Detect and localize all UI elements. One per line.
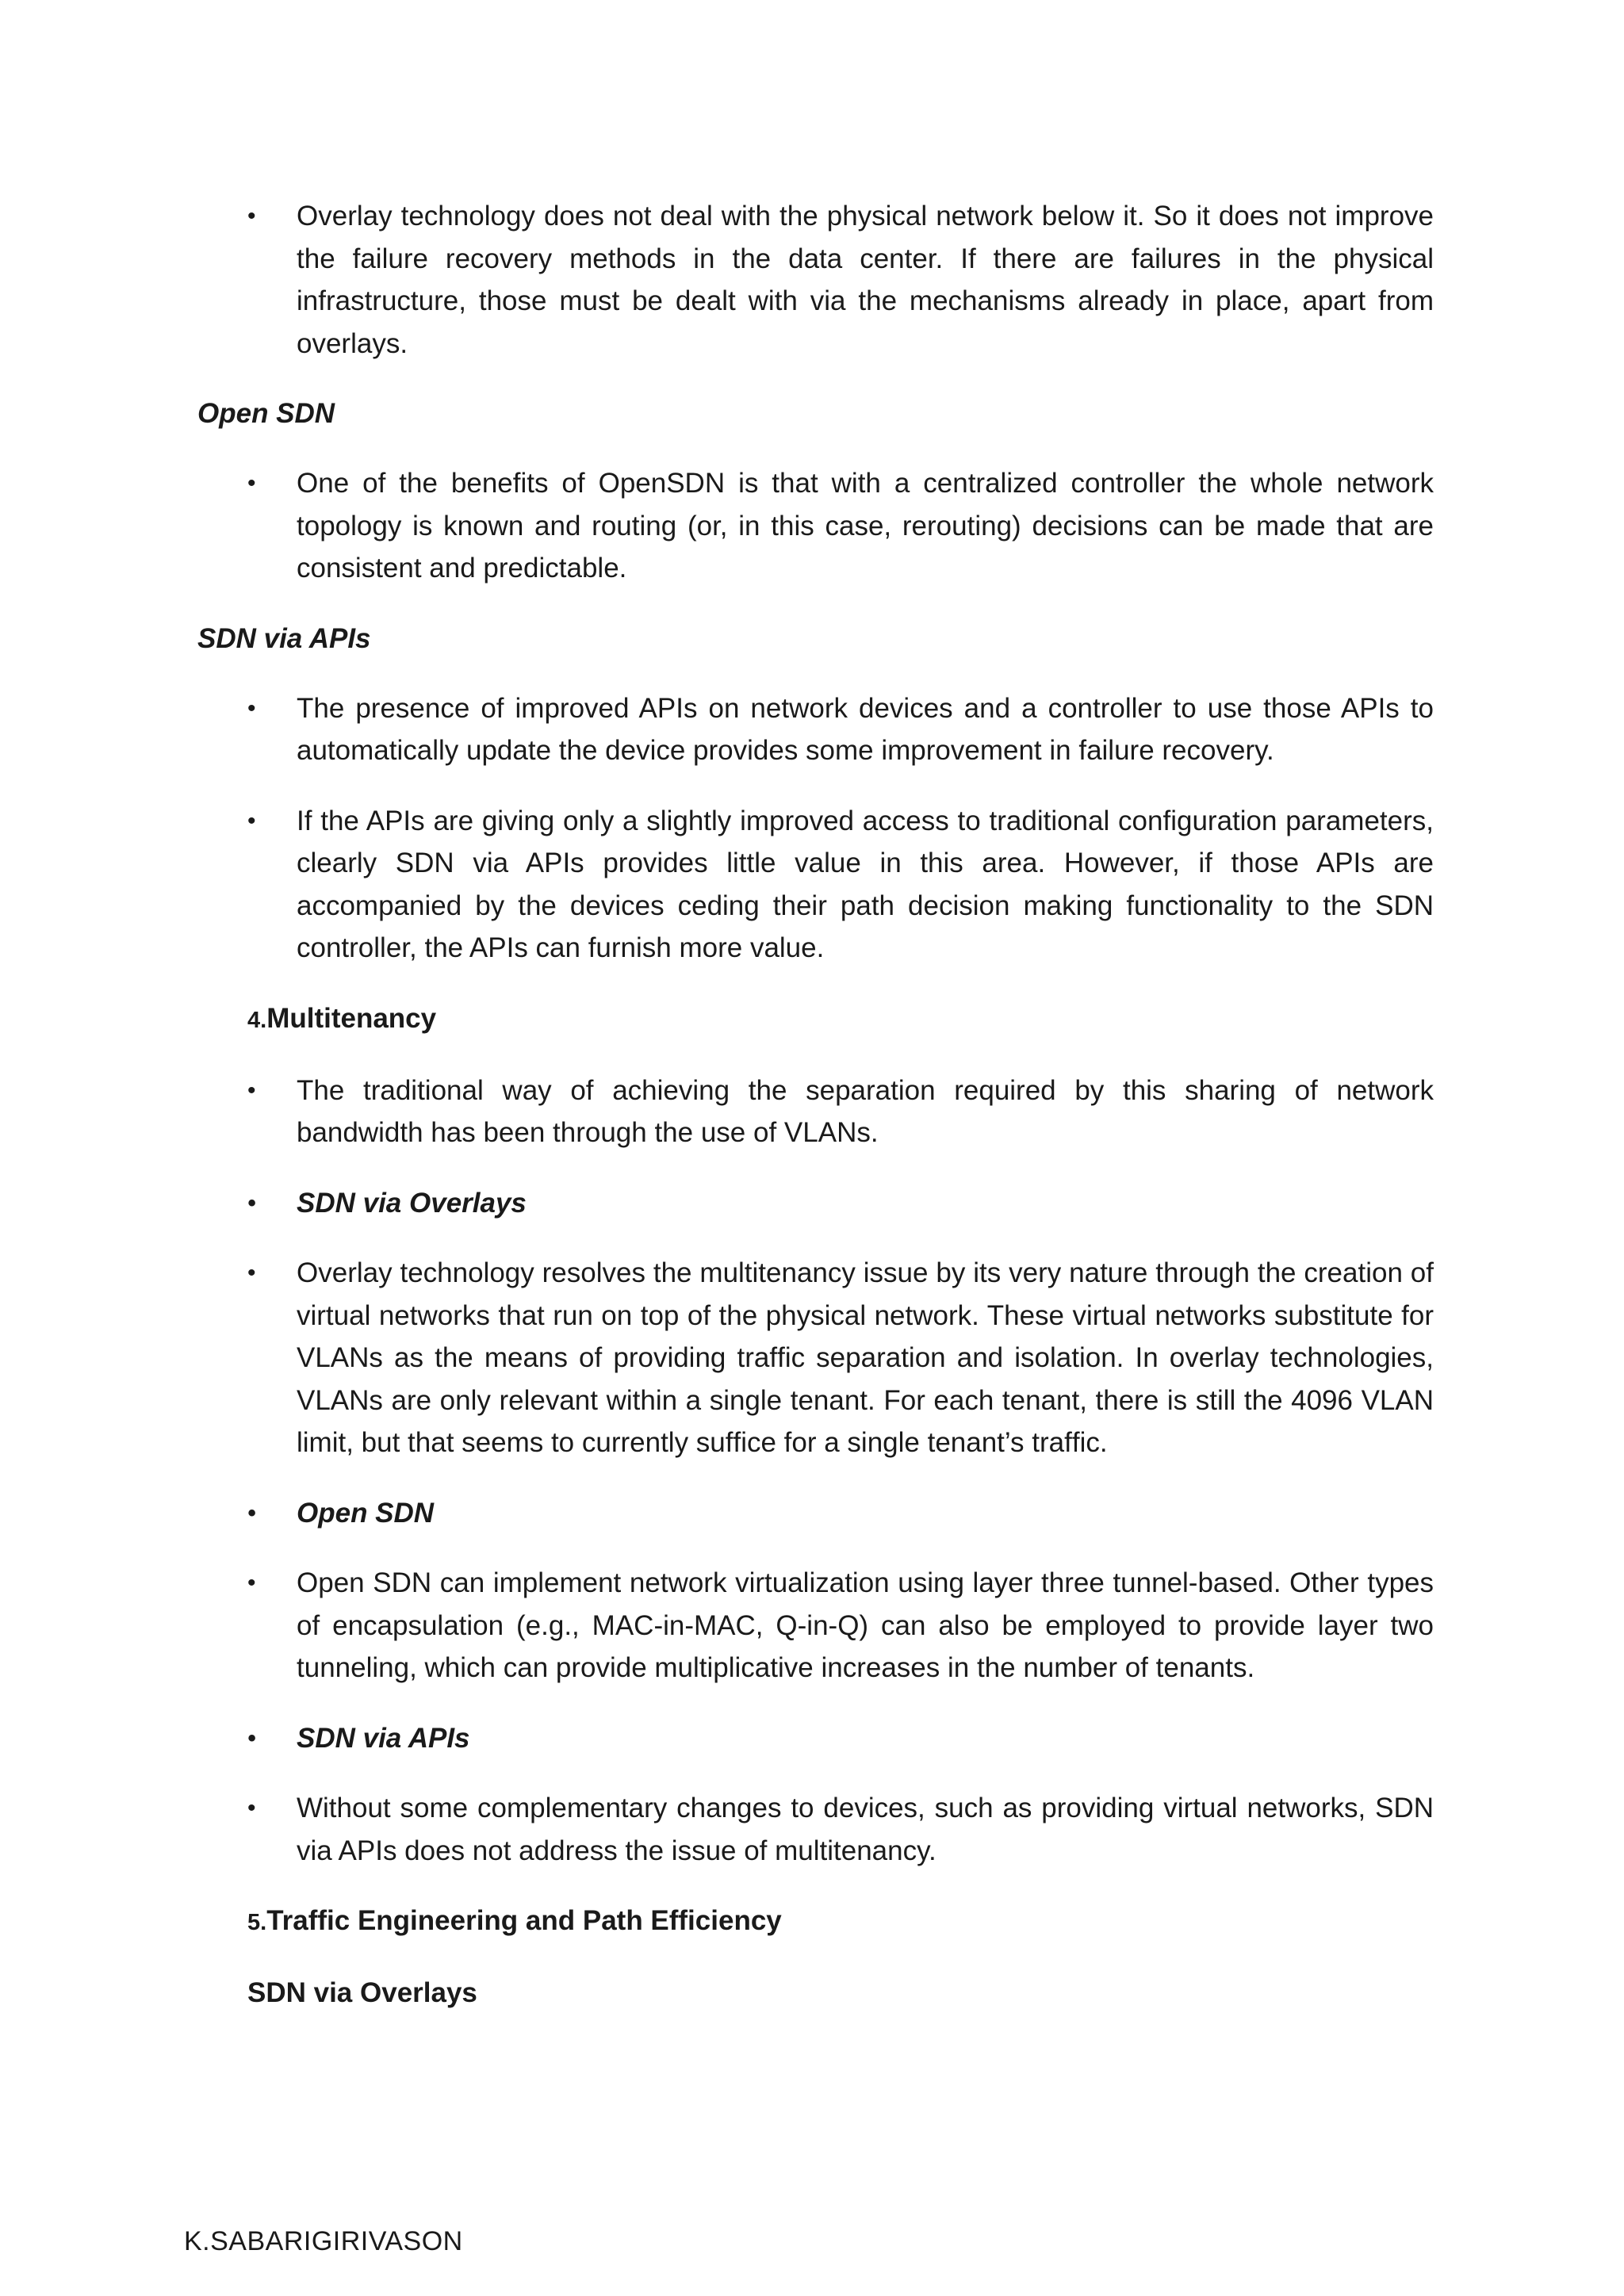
bullet-icon: • xyxy=(247,1189,256,1216)
bullet-icon: • xyxy=(247,470,256,496)
subheading-text: SDN via Overlays xyxy=(297,1187,527,1219)
section-heading-traffic-engineering xyxy=(247,1900,1624,1944)
list-item xyxy=(247,687,1434,772)
section-title: Trafﬁc Engineering and Path Efﬁciency xyxy=(266,1905,782,1936)
header-mark xyxy=(796,0,828,3)
paragraph-text: Overlay technology does not deal with the physical network below it. So it does not improve the failure recovery methods in the data center. If there are failures in the physical infrastructure, those must be dealt with via the mechanisms already in place, apart from overlays. xyxy=(297,201,1434,359)
paragraph-text: Open SDN can implement network virtualization using layer three tunnel-based. Other types of encapsulation (e.g., MAC-in-MAC, Q-in-Q) can also be employed to provide layer two tunneling, which can provide multiplicative increases in the number of tenants. xyxy=(297,1567,1434,1683)
bullet-icon: • xyxy=(247,695,256,721)
paragraph-text: The traditional way of achieving the separation required by this sharing of network bandwidth has been through the use of VLANs. xyxy=(297,1074,1434,1148)
bullet-icon: • xyxy=(247,1795,256,1821)
subheading-text: Open SDN xyxy=(297,1497,435,1529)
bullet-icon: • xyxy=(247,1570,256,1596)
list-item xyxy=(247,1492,1434,1535)
bullet-icon: • xyxy=(247,1077,256,1104)
list-item xyxy=(247,1182,1434,1225)
paragraph-text: One of the benefits of OpenSDN is that with a centralized controller the whole network topology is known and routing (or, in this case, rerouting) decisions can be made that are consistent and predictable. xyxy=(297,468,1434,584)
section-heading-sdn-via-apis: SDN via APIs xyxy=(197,622,371,654)
list-item xyxy=(247,195,1434,365)
list-item xyxy=(247,1787,1434,1872)
paragraph-text: Overlay technology resolves the multitenancy issue by its very nature through the creation of virtual networks that run on top of the physical network. These virtual networks substitute for VLANs as the means of providing trafﬁc separation and isolation. In overlay technologies, VLANs are only relevant within a single tenant. For each tenant, there is still the 4096 VLAN limit, but that seems to currently sufﬁce for a single tenant’s trafﬁc. xyxy=(297,1257,1434,1458)
section-title: Multitenancy xyxy=(266,1002,437,1034)
section-heading-multitenancy xyxy=(247,997,1624,1042)
paragraph-text: Without some complementary changes to devices, such as providing virtual networks, SDN via APIs does not address the issue of multitenancy. xyxy=(297,1793,1434,1866)
list-item xyxy=(247,1252,1434,1464)
bullet-icon: • xyxy=(247,1724,256,1751)
subheading-text: SDN via APIs xyxy=(297,1722,470,1754)
list-item xyxy=(247,1717,1434,1760)
bullet-icon: • xyxy=(247,1260,256,1286)
page-footer-author: K.SABARIGIRIVASON xyxy=(184,2226,463,2256)
section-heading-sdn-via-overlays: SDN via Overlays xyxy=(247,1977,477,2008)
bullet-icon: • xyxy=(247,1499,256,1526)
bullet-icon: • xyxy=(247,203,256,229)
list-item xyxy=(247,1070,1434,1154)
paragraph-text: If the APIs are giving only a slightly improved access to traditional configuration parameters, clearly SDN via APIs provides little value in this area. However, if those APIs are accompanied by the devices ceding their path decision making functionality to the SDN controller, the APIs can furnish more value. xyxy=(297,805,1434,963)
list-item xyxy=(247,1562,1434,1689)
page-content xyxy=(0,195,1624,2014)
section-number: 5. xyxy=(247,1910,267,1935)
list-item xyxy=(247,800,1434,970)
paragraph-text: The presence of improved APIs on network devices and a controller to use those APIs to automatically update the device provides some improvement in failure recovery. xyxy=(297,692,1434,766)
section-number: 4. xyxy=(247,1007,267,1033)
bullet-icon: • xyxy=(247,807,256,834)
section-heading-open-sdn: Open SDN xyxy=(197,398,335,429)
list-item xyxy=(247,462,1434,590)
